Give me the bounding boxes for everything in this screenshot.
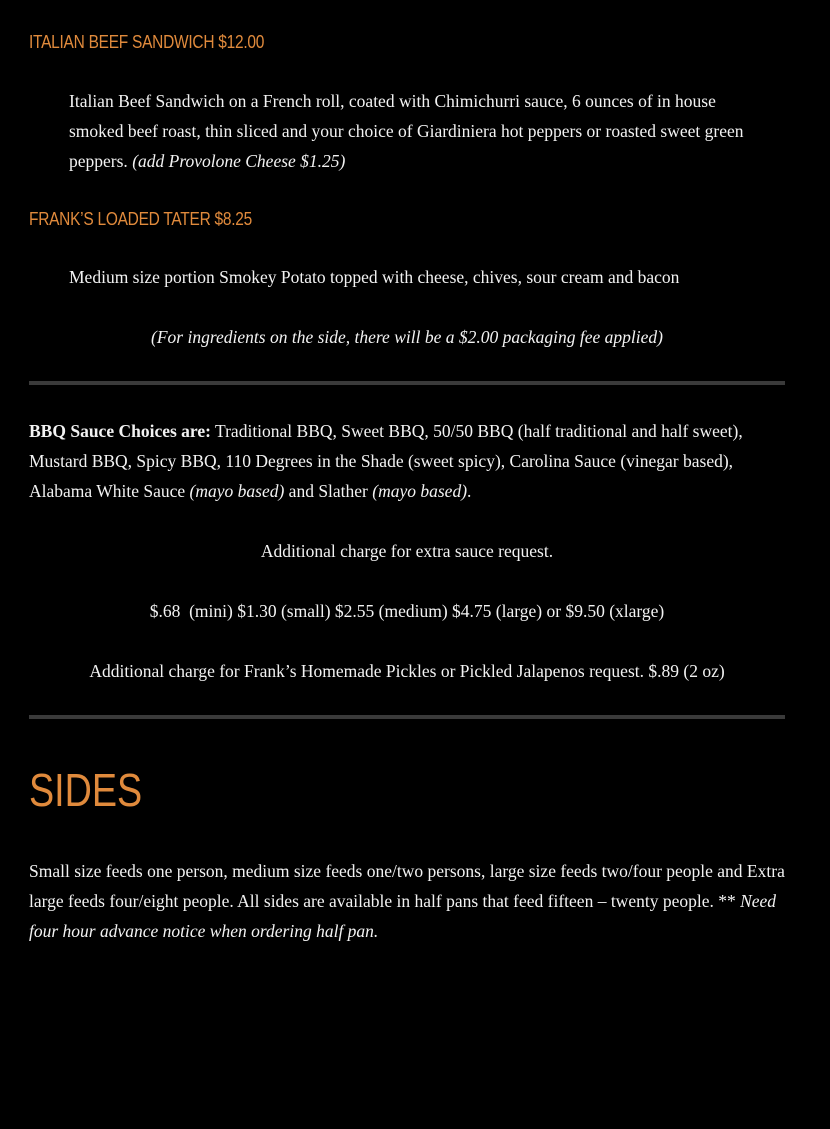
item-title-loaded-tater: FRANK’S LOADED TATER $8.25 <box>29 209 252 229</box>
sides-description <box>29 856 789 946</box>
packaging-fee-note <box>29 322 785 352</box>
sides-heading: SIDES <box>29 764 143 816</box>
section-divider <box>29 715 785 719</box>
item-description-italian-beef <box>69 86 774 176</box>
pickles-charge-note: Additional charge for Frank’s Homemade Pickles or Pickled Jalapenos request. $.89 (2 oz) <box>89 661 725 681</box>
section-divider <box>29 381 785 385</box>
bbq-sauce-choices <box>29 416 789 506</box>
sides-description-text: Small size feeds one person, medium size feeds one/two persons, large size feeds two/four people and Extra large feeds four/eight people. All sides are available in half pans that feed fifteen – twenty people. ** <box>29 861 785 911</box>
item-description-loaded-tater: Medium size portion Smokey Potato topped with cheese, chives, sour cream and bacon <box>69 267 680 287</box>
extra-sauce-note: Additional charge for extra sauce request. <box>260 541 554 561</box>
italian-beef-description-text: Italian Beef Sandwich on a French roll, coated with Chimichurri sauce, 6 ounces of in house smoked beef roast, thin sliced and your choice of Giardiniera hot peppers or roasted sweet green peppers. <box>69 91 744 171</box>
bbq-sauce-label: BBQ Sauce Choices are: <box>29 421 211 441</box>
and-slather-text: and Slather <box>288 481 368 501</box>
half-pan-notice: Need four hour advance notice when ordering half pan. <box>29 891 777 941</box>
packaging-fee-text: (For ingredients on the side, there will be a $2.00 packaging fee applied) <box>151 327 663 347</box>
bbq-sentence-end: . <box>467 481 472 501</box>
sauce-price-list: $.68 (mini) $1.30 (small) $2.55 (medium) $4.75 (large) or $9.50 (xlarge) <box>149 601 665 621</box>
mayo-based-note-2: (mayo based) <box>372 481 468 501</box>
provolone-note: (add Provolone Cheese $1.25) <box>132 151 346 171</box>
bbq-sauce-list: Traditional BBQ, Sweet BBQ, 50/50 BBQ (half traditional and half sweet), Mustard BBQ, Spicy BBQ, 110 Degrees in the Shade (sweet spicy), Carolina Sauce (vinegar based), Alabama White Sauce <box>29 421 743 501</box>
item-title-italian-beef: ITALIAN BEEF SANDWICH $12.00 <box>29 32 265 52</box>
mayo-based-note-1: (mayo based) <box>189 481 285 501</box>
